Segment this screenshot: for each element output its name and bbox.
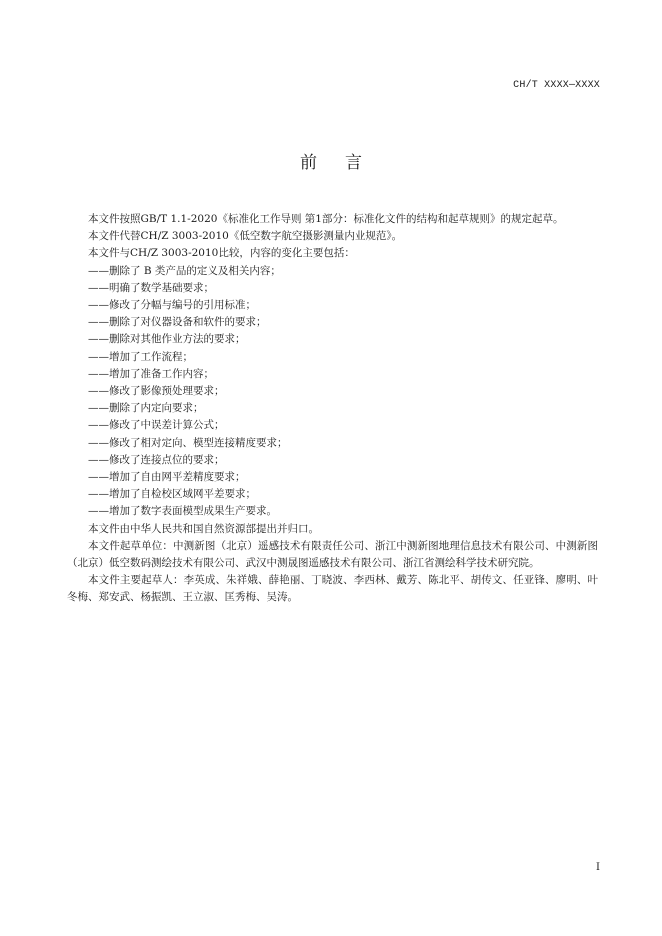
changes-list [67, 263, 598, 521]
paragraph-replaces: 本文件代替CH/Z 3003-2010《低空数字航空摄影测量内业规范》。 [88, 230, 403, 243]
list-item: ——明确了数学基础要求； [88, 281, 214, 294]
list-item: ——修改了中误差计算公式； [88, 419, 225, 432]
list-item: ——删除了对仪器设备和软件的要求； [88, 316, 267, 329]
document-code: CH/T XXXX—XXXX [513, 80, 600, 91]
list-item: ——增加了数字表面模型成果生产要求。 [88, 505, 277, 518]
foreword-body [67, 211, 598, 607]
list-item: ——增加了工作流程； [88, 350, 193, 363]
paragraph-drafting-units: 本文件起草单位：中测新图（北京）遥感技术有限责任公司、浙江中测新图地理信息技术有限公司、中测新图（北京）低空数码测绘技术有限公司、武汉中测晟图遥感技术有限公司、浙江省测绘科学技术研究院。 [67, 539, 598, 570]
page-number: I [596, 862, 600, 873]
list-item: ——修改了分幅与编号的引用标准； [88, 299, 256, 312]
list-item: ——修改了相对定向、模型连接精度要求； [88, 436, 288, 449]
list-item: ——增加了自检校区域网平差要求； [88, 488, 256, 501]
paragraph-proposer: 本文件由中华人民共和国自然资源部提出并归口。 [88, 522, 319, 535]
paragraph-drafters: 本文件主要起草人：李英成、朱祥娥、薛艳丽、丁晓波、李西林、戴芳、陈北平、胡传文、任亚锋、廖明、叶冬梅、郑安武、杨振凯、王立淑、匡秀梅、吴涛。 [67, 574, 598, 604]
paragraph-drafting-rules: 本文件按照GB/T 1.1-2020《标准化工作导则 第1部分：标准化文件的结构和起草规则》的规定起草。 [88, 213, 564, 225]
list-item: ——删除了 B 类产品的定义及相关内容； [88, 264, 281, 277]
list-item: ——修改了影像预处理要求； [88, 385, 225, 398]
list-item: ——增加了准备工作内容； [88, 367, 214, 380]
list-item: ——修改了连接点位的要求； [88, 453, 225, 466]
list-item: ——增加了自由网平差精度要求； [88, 471, 246, 484]
list-item: ——删除了内定向要求； [88, 402, 204, 415]
paragraph-changes-intro: 本文件与CH/Z 3003-2010比较，内容的变化主要包括： [88, 247, 355, 260]
page-title: 前言 [300, 153, 390, 173]
list-item: ——删除对其他作业方法的要求； [88, 333, 246, 346]
